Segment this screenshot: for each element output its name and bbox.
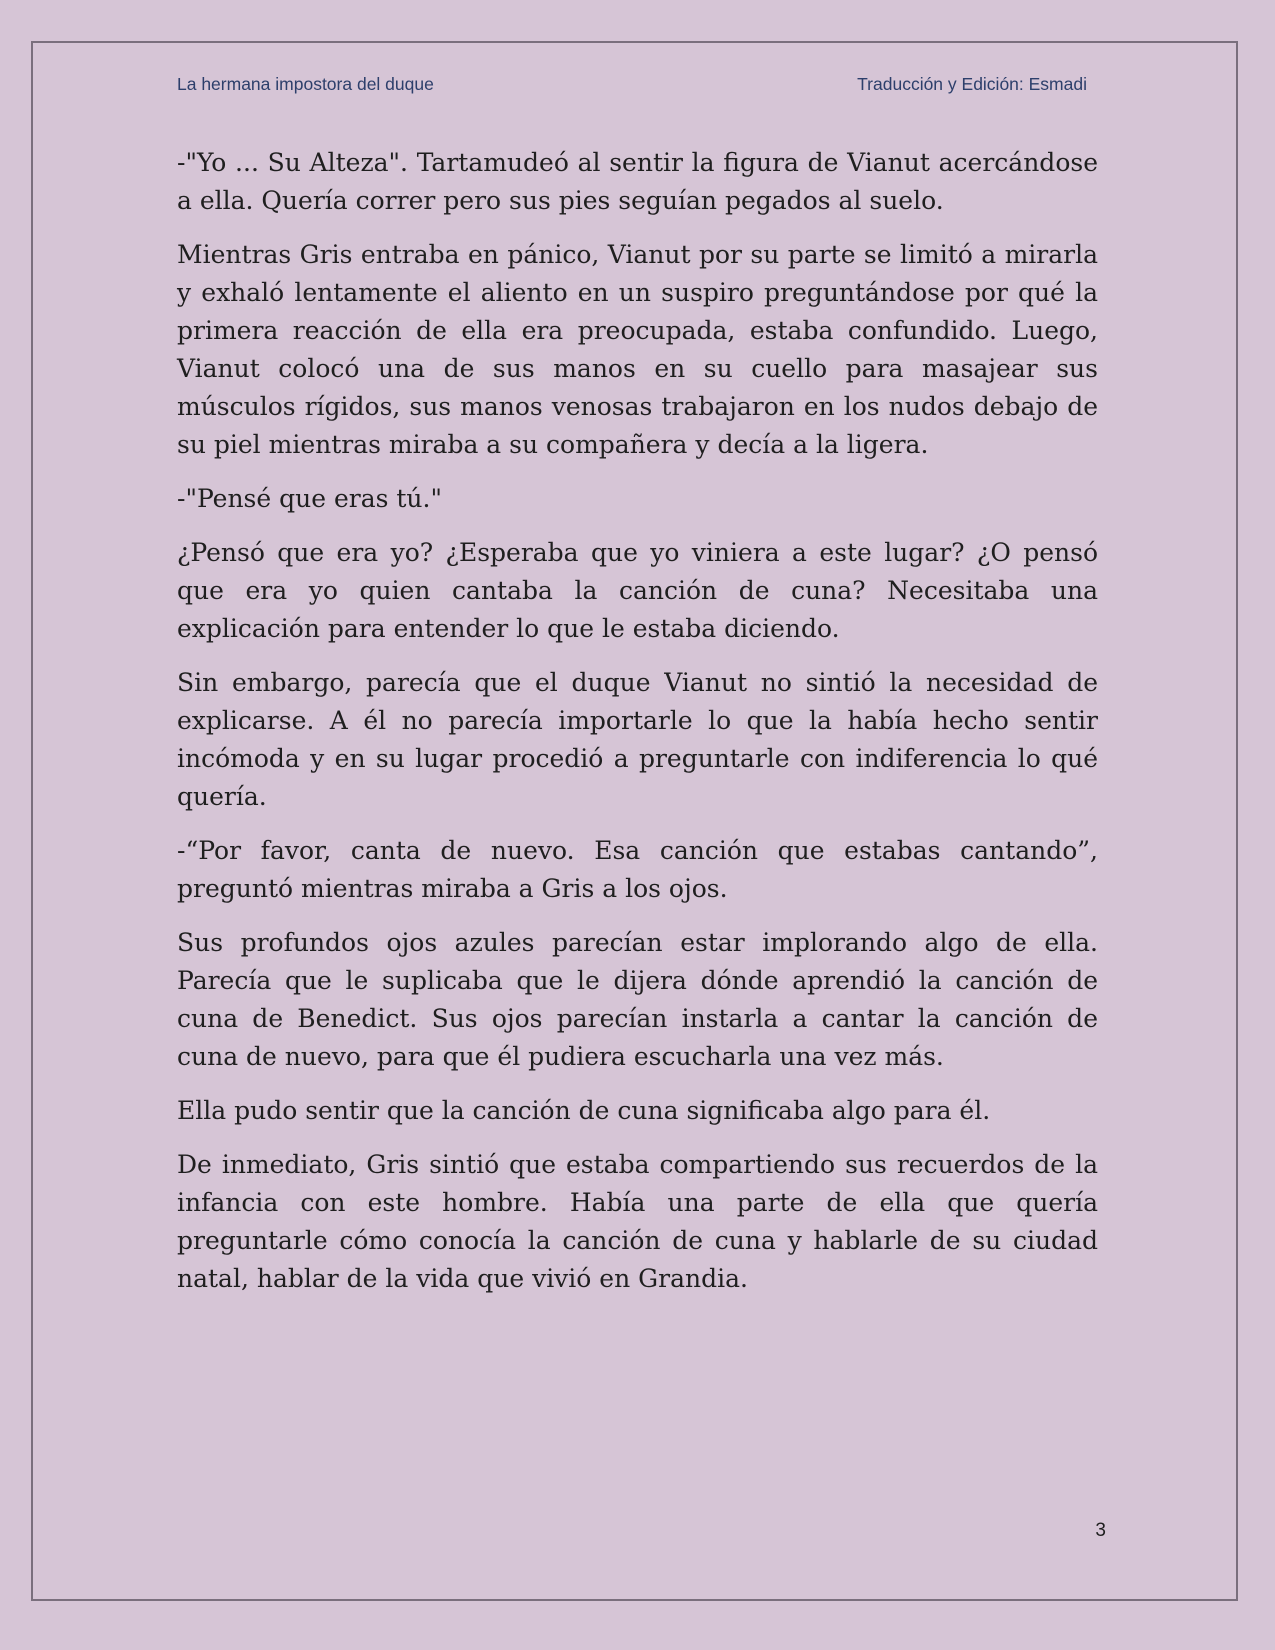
paragraph: De inmediato, Gris sintió que estaba compartiendo sus recuerdos de la infancia con este hombre. Había una parte de ella que quería preguntarle cómo conocía la canción de cuna y hablarle de su ciudad natal, hablar de la vida que vivió en Grandia. — [177, 1150, 1098, 1293]
paragraph: ¿Pensó que era yo? ¿Esperaba que yo viniera a este lugar? ¿O pensó que era yo quien cantaba la canción de cuna? Necesitaba una explicación para entender lo que le estaba diciendo. — [177, 538, 1098, 643]
paragraph: -"Pensé que eras tú." — [177, 484, 442, 513]
paragraph: -"Yo ... Su Alteza". Tartamudeó al sentir la figura de Vianut acercándose a ella. Quería correr pero sus pies seguían pegados al suelo. — [177, 148, 1098, 215]
page-number: 3 — [1095, 1520, 1106, 1541]
translation-credit: Traducción y Edición: Esmadi — [857, 74, 1087, 94]
paragraph: -“Por favor, canta de nuevo. Esa canción que estabas cantando”, preguntó mientras miraba a Gris a los ojos. — [177, 836, 1098, 903]
paragraph: Sin embargo, parecía que el duque Vianut no sintió la necesidad de explicarse. A él no parecía importarle lo que la había hecho sentir incómoda y en su lugar procedió a preguntarle con indiferencia lo qué quería. — [177, 668, 1098, 811]
paragraph: Ella pudo sentir que la canción de cuna significaba algo para él. — [177, 1096, 991, 1125]
book-title: La hermana impostora del duque — [177, 74, 434, 94]
body-text — [177, 144, 1098, 1314]
paragraph: Mientras Gris entraba en pánico, Vianut por su parte se limitó a mirarla y exhaló lentamente el aliento en un suspiro preguntándose por qué la primera reacción de ella era preocupada, estaba confundido. Luego, Vianut colocó una de sus manos en su cuello para masajear sus músculos rígidos, sus manos venosas trabajaron en los nudos debajo de su piel mientras miraba a su compañera y decía a la ligera. — [177, 240, 1098, 459]
page-header — [177, 74, 1087, 100]
paragraph: Sus profundos ojos azules parecían estar implorando algo de ella. Parecía que le suplicaba que le dijera dónde aprendió la canción de cuna de Benedict. Sus ojos parecían instarla a cantar la canción de cuna de nuevo, para que él pudiera escucharla una vez más. — [177, 928, 1098, 1071]
